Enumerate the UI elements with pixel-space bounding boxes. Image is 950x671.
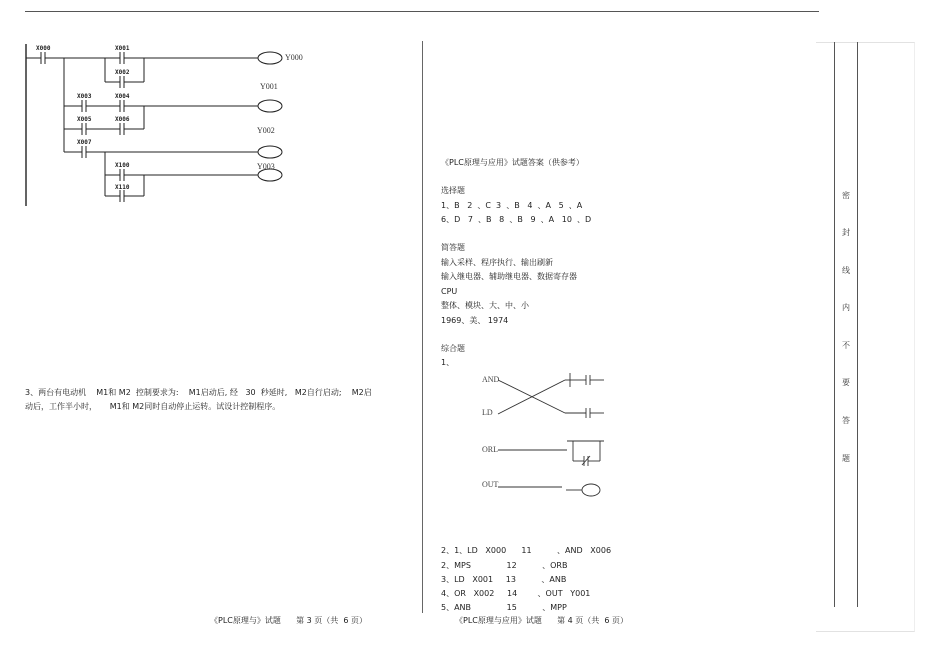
short-answer: 整体、模块、大、中、小 [441, 301, 529, 310]
match-label-ld: LD [482, 408, 493, 417]
match-label-and: AND [482, 375, 500, 384]
program-line: 5、ANB 15 、MPP [441, 603, 567, 612]
contact-label: X005 [77, 116, 92, 123]
coil-label: Y002 [257, 126, 275, 135]
short-answer: 1969、美、 1974 [441, 316, 509, 325]
program-line: 2、1、LD X000 11 、AND X006 [441, 546, 612, 555]
short-answer: CPU [441, 287, 458, 296]
choice-heading: 选择题 [441, 186, 465, 195]
choice-line-1: 1、B 2 、C 3 、B 4 、A 5 、A [441, 201, 583, 210]
seal-char: 封 [842, 228, 850, 237]
contact-label: X001 [115, 45, 130, 52]
answer-title: 《PLC原理与应用》试题答案（供参考） [441, 158, 584, 167]
contact-label: X004 [115, 93, 130, 100]
seal-char: 答 [842, 416, 850, 425]
seal-strip [816, 42, 915, 632]
contact-label: X006 [115, 116, 130, 123]
seal-char: 密 [842, 191, 850, 200]
short-answer: 输入采样、程序执行、输出刷新 [441, 258, 553, 267]
comprehensive-heading: 综合题 [441, 344, 465, 353]
ladder-diagram [0, 0, 420, 220]
seal-line-left [834, 42, 835, 607]
question-3-line-1: 3、两台有电动机 M1和 M2 控制要求为: M1启动后, 经 30 秒延时, M2自行启动; M2启 [25, 388, 372, 397]
coil-label: Y000 [285, 53, 303, 62]
seal-char: 内 [842, 303, 850, 312]
coil-label: Y001 [260, 82, 278, 91]
program-line: 3、LD X001 13 、ANB [441, 575, 567, 584]
contact-label: X100 [115, 162, 130, 169]
seal-char: 不 [842, 341, 850, 350]
question-3-line-2: 动后，工作半小时， M1和 M2同时自动停止运转。试设计控制程序。 [25, 402, 281, 411]
column-divider [422, 41, 423, 613]
program-line: 2、MPS 12 、ORB [441, 561, 568, 570]
contact-label: X002 [115, 69, 130, 76]
match-label-orl: ORL [482, 445, 498, 454]
contact-label: X000 [36, 45, 51, 52]
short-answer: 输入继电器、辅助继电器、数据寄存器 [441, 272, 577, 281]
contact-label: X110 [115, 184, 130, 191]
contact-label: X003 [77, 93, 92, 100]
seal-char: 要 [842, 378, 850, 387]
footer-right: 《PLC原理与应用》试题 第 4 页（共 6 页） [455, 616, 629, 625]
contact-label: X007 [77, 139, 92, 146]
match-label-out: OUT [482, 480, 499, 489]
footer-left: 《PLC原理与》试题 第 3 页（共 6 页） [210, 616, 368, 625]
seal-char: 线 [842, 266, 850, 275]
matching-diagram [470, 365, 640, 505]
seal-char: 题 [842, 454, 850, 463]
short-heading: 简答题 [441, 243, 465, 252]
comprehensive-item: 1、 [441, 358, 455, 367]
seal-line-right [857, 42, 858, 607]
program-line: 4、OR X002 14 、OUT Y001 [441, 589, 591, 598]
ladder-lines [0, 0, 420, 220]
choice-line-2: 6、D 7 、B 8 、B 9 、A 10 、D [441, 215, 592, 224]
coil-label: Y003 [257, 162, 275, 171]
